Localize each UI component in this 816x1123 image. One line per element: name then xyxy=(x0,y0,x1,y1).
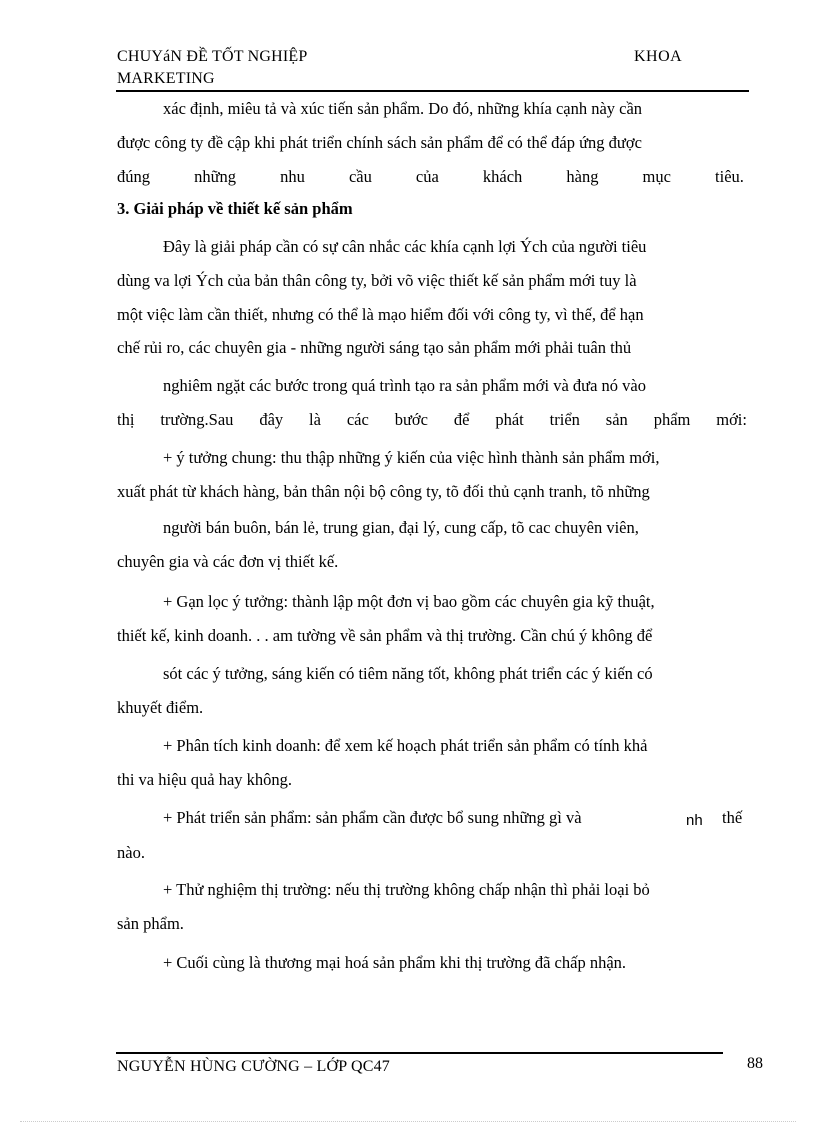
body-line-16: thiết kế, kinh doanh. . . am tường về sản phẩm và thị trường. Cần chú ý không để xyxy=(117,626,653,645)
body-line-19: + Phân tích kinh doanh: để xem kế hoạch phát triển sản phẩm có tính khả xyxy=(163,736,648,755)
word: khách xyxy=(482,167,523,186)
body-line-1: xác định, miêu tả và xúc tiến sản phẩm. Do đó, những khía cạnh này cần xyxy=(163,99,643,118)
header-department: KHOA xyxy=(634,48,683,65)
word: hàng xyxy=(566,167,599,186)
word: những xyxy=(194,167,237,186)
footer-author: NGUYỄN HÙNG CƯỜNG – LỚP QC47 xyxy=(117,1058,390,1075)
word: nhu xyxy=(280,167,305,186)
body-line-14: chuyên gia và các đơn vị thiết kế. xyxy=(117,552,339,571)
header-title-line1: CHUYáN ĐỀ TỐT NGHIỆP xyxy=(117,48,308,65)
body-line-11: + ý tưởng chung: thu thập những ý kiến của việc hình thành sản phẩm mới, xyxy=(163,448,660,467)
body-line-18: khuyết điểm. xyxy=(117,698,204,717)
word: của xyxy=(415,167,439,186)
body-line-21b: nh xyxy=(686,812,703,829)
body-line-15: + Gạn lọc ý tưởng: thành lập một đơn vị bao gồm các chuyên gia kỹ thuật, xyxy=(163,592,655,611)
body-line-5: Đây là giải pháp cần có sự cân nhắc các khía cạnh lợi Ých của người tiêu xyxy=(163,237,647,256)
word: phẩm xyxy=(653,410,691,429)
word: để xyxy=(453,410,470,429)
body-line-8: chế rủi ro, các chuyên gia - những người sáng tạo sản phẩm mới phải tuân thủ xyxy=(117,338,632,357)
footer-divider xyxy=(116,1052,723,1054)
word: thị xyxy=(117,410,135,429)
word: trường.Sau xyxy=(160,410,234,429)
body-line-6: dùng va lợi Ých của bản thân công ty, bởi võ việc thiết kế sản phẩm mới tuy là xyxy=(117,271,637,290)
word: mục xyxy=(642,167,671,186)
header-divider xyxy=(116,90,749,92)
body-line-7: một việc làm cần thiết, nhưng có thể là mạo hiểm đối với công ty, vì thế, để hạn xyxy=(117,305,644,324)
body-line-24: sản phẩm. xyxy=(117,914,184,933)
body-line-13: người bán buôn, bán lẻ, trung gian, đại lý, cung cấp, tõ cac chuyên viên, xyxy=(163,518,639,537)
word: đây xyxy=(259,410,284,429)
word: cầu xyxy=(348,167,372,186)
body-line-21c: thế xyxy=(722,808,743,827)
word: phát xyxy=(495,410,524,429)
body-line-3 xyxy=(117,167,744,187)
body-line-17: sót các ý tưởng, sáng kiến có tiêm năng tốt, không phát triển các ý kiến có xyxy=(163,664,653,683)
word: đúng xyxy=(117,167,150,186)
page-bottom-border xyxy=(20,1121,796,1122)
word: là xyxy=(309,410,321,429)
body-line-9: nghiêm ngặt các bước trong quá trình tạo ra sản phẩm mới và đưa nó vào xyxy=(163,376,646,395)
word: các xyxy=(346,410,369,429)
word: sản xyxy=(605,410,628,429)
body-line-22: nào. xyxy=(117,843,145,862)
word: triển xyxy=(549,410,580,429)
header-title xyxy=(117,46,308,90)
body-line-25: + Cuối cùng là thương mại hoá sản phẩm khi thị trường đã chấp nhận. xyxy=(163,953,627,972)
body-line-12: xuất phát từ khách hàng, bản thân nội bộ công ty, tõ đối thủ cạnh tranh, tõ những xyxy=(117,482,650,501)
header-title-line2: MARKETING xyxy=(117,70,215,87)
word: tiêu. xyxy=(715,167,744,186)
word: mới: xyxy=(716,410,747,429)
body-line-23: + Thử nghiệm thị trường: nếu thị trường không chấp nhận thì phải loại bỏ xyxy=(163,880,650,899)
body-line-20: thi va hiệu quả hay không. xyxy=(117,770,293,789)
body-line-2: được công ty đề cập khi phát triển chính sách sản phẩm để có thể đáp ứng được xyxy=(117,133,642,152)
body-line-21a: + Phát triển sản phẩm: sản phẩm cần được bổ sung những gì và xyxy=(163,808,582,827)
body-line-10 xyxy=(117,410,747,430)
page-number: 88 xyxy=(747,1055,763,1072)
section-heading: 3. Giải pháp về thiết kế sản phẩm xyxy=(117,199,353,218)
word: bước xyxy=(394,410,428,429)
